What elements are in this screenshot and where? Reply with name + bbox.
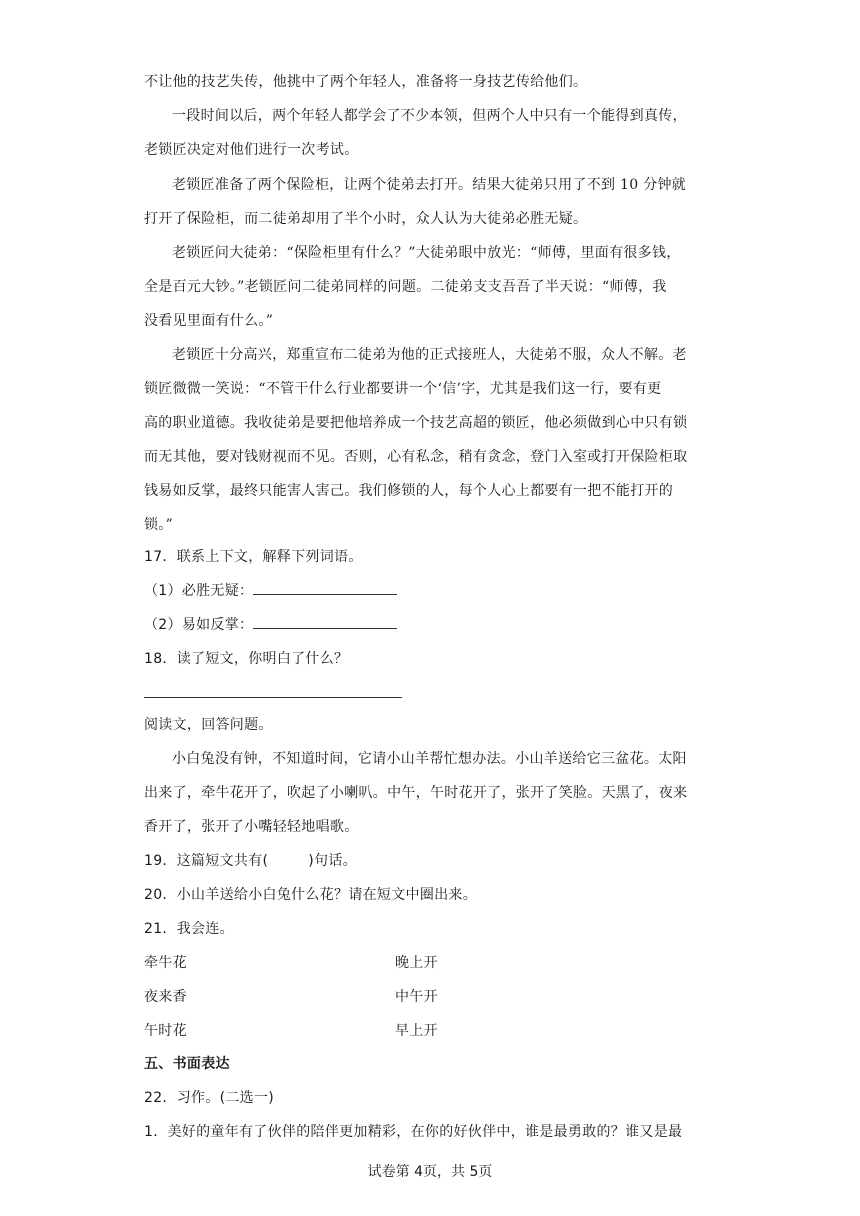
- match-right-item: 中午开: [395, 989, 438, 1005]
- question-22-option-1: 1．美好的童年有了伙伴的陪伴更加精彩，在你的好伙伴中，谁是最勇敢的？谁又是最: [144, 1124, 683, 1140]
- passage1-line: 高的职业道德。我收徒弟是要把他培养成一个技艺高超的锁匠，他必须做到心中只有锁: [144, 415, 688, 431]
- question-22: 22．习作。(二选一): [144, 1090, 275, 1106]
- passage1-line: 老锁匠问大徒弟：“保险柜里有什么？”大徒弟眼中放光：“师傅，里面有很多钱，: [172, 245, 681, 261]
- passage1-line: 没看见里面有什么。”: [144, 313, 274, 329]
- section-heading: 五、书面表达: [144, 1056, 230, 1072]
- match-left-item: 午时花: [144, 1023, 187, 1039]
- passage2-line: 小白兔没有钟，不知道时间，它请小山羊帮忙想办法。小山羊送给它三盆花。太阳: [172, 751, 687, 767]
- passage1-line: 而无其他，要对钱财视而不见。否则，心有私念，稍有贪念，登门入室或打开保险柜取: [144, 449, 688, 465]
- passage1-line: 老锁匠准备了两个保险柜，让两个徒弟去打开。结果大徒弟只用了不到 10 分钟就: [172, 177, 687, 193]
- page-footer: 试卷第 4页，共 5页: [367, 1164, 493, 1180]
- question-19-before: 19．这篇短文共有(: [144, 853, 269, 869]
- passage2-line: 出来了，牵牛花开了，吹起了小喇叭。中午，午时花开了，张开了笑脸。天黑了，夜来: [144, 785, 688, 801]
- passage1-line: 打开了保险柜，而二徒弟却用了半个小时，众人认为大徒弟必胜无疑。: [144, 211, 588, 227]
- reading-instruction: 阅读文，回答问题。: [144, 717, 273, 733]
- question-17-item-1-label: （1）必胜无疑：: [144, 583, 254, 599]
- question-17: 17．联系上下文，解释下列词语。: [144, 549, 363, 565]
- passage1-line: 老锁匠十分高兴，郑重宣布二徒弟为他的正式接班人，大徒弟不服，众人不解。老: [172, 347, 687, 363]
- question-17-item-2: [144, 614, 397, 636]
- match-left-item: 牵牛花: [144, 955, 187, 971]
- question-19: [144, 850, 357, 872]
- question-17-item-2-label: （2）易如反掌：: [144, 617, 254, 633]
- question-17-item-1: [144, 580, 397, 602]
- passage1-line: 全是百元大钞。”老锁匠问二徒弟同样的问题。二徒弟支支吾吾了半天说：“师傅，我: [144, 279, 667, 295]
- passage1-line: 锁。”: [144, 517, 174, 533]
- question-20: 20．小山羊送给小白兔什么花？请在短文中圈出来。: [144, 887, 478, 903]
- answer-blank[interactable]: [253, 614, 397, 629]
- passage1-line: 一段时间以后，两个年轻人都学会了不少本领，但两个人中只有一个能得到真传，: [172, 108, 687, 124]
- passage1-line: 老锁匠决定对他们进行一次考试。: [144, 142, 359, 158]
- passage2-line: 香开了，张开了小嘴轻轻地唱歌。: [144, 819, 359, 835]
- passage1-line: 不让他的技艺失传，他挑中了两个年轻人，准备将一身技艺传给他们。: [144, 74, 588, 90]
- answer-blank[interactable]: [253, 580, 397, 595]
- question-21: 21．我会连。: [144, 921, 234, 937]
- question-18: 18．读了短文，你明白了什么？: [144, 651, 349, 667]
- match-right-item: 晚上开: [395, 955, 438, 971]
- question-19-after: )句话。: [308, 853, 357, 869]
- match-left-item: 夜来香: [144, 989, 187, 1005]
- passage1-line: 钱易如反掌，最终只能害人害己。我们修锁的人，每个人心上都要有一把不能打开的: [144, 483, 674, 499]
- answer-line[interactable]: [144, 697, 402, 698]
- passage1-line: 锁匠微微一笑说：“不管干什么行业都要讲一个‘信’字，尤其是我们这一行，要有更: [144, 381, 662, 397]
- match-right-item: 早上开: [395, 1023, 438, 1039]
